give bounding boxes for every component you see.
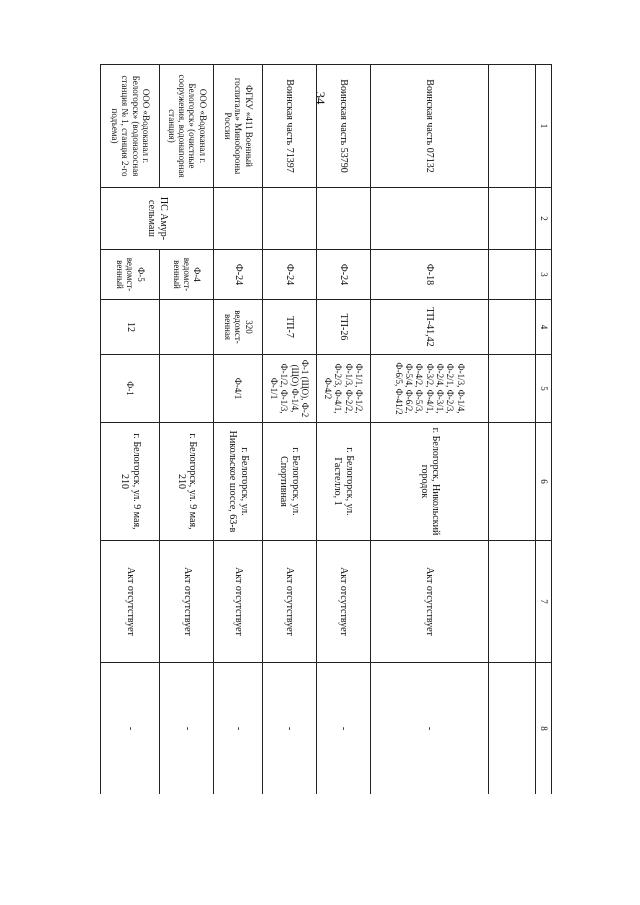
act-cell: Акт отсутствует: [101, 541, 160, 663]
feeders-04-cell: Ф-1/1, Ф-1/2, Ф-1/3, Ф-2/2, Ф-2/3, Ф-4/1, Ф-4/2: [316, 355, 370, 423]
substation-cell: [370, 188, 489, 250]
note-cell: -: [101, 663, 160, 795]
table-row: [214, 65, 263, 795]
address-cell: г. Белогорск, Никольский городок: [370, 423, 489, 541]
tp-cell: ТП-41,42: [370, 300, 489, 355]
consumer-cell: ООО «Водоканал г. Белогорск» (очистные сооружения, водонапорная станция): [160, 65, 214, 188]
note-cell: -: [316, 663, 370, 795]
substation-cell: [262, 188, 316, 250]
note-cell: -: [160, 663, 214, 795]
blank-cell: [489, 355, 535, 423]
blank-cell: [489, 300, 535, 355]
consumers-table: [100, 64, 552, 794]
feeder-cell: Ф-5 ведомст-венный: [101, 250, 160, 300]
note-cell: -: [262, 663, 316, 795]
tp-cell: 12: [101, 300, 160, 355]
address-cell: г. Белогорск, ул. Спортивная: [262, 423, 316, 541]
column-number: 6: [535, 423, 551, 541]
act-cell: Акт отсутствует: [214, 541, 263, 663]
consumer-cell: ФГКУ «411 Военный госпиталь» Минобороны России: [214, 65, 263, 188]
feeders-04-cell: Ф-1 (ЩО), Ф-2 (ЩО) Ф-1/4, Ф-1/2, Ф-1/3, Ф-1/1: [262, 355, 316, 423]
blank-cell: [489, 663, 535, 795]
blank-cell: [489, 541, 535, 663]
feeders-04-cell: [160, 355, 214, 423]
address-cell: г. Белогорск, ул. Никольское шоссе, 63-в: [214, 423, 263, 541]
feeders-04-cell: Ф-1: [101, 355, 160, 423]
substation-cell: ПС Амур-сельмаш: [101, 188, 214, 250]
table-row: [316, 65, 370, 795]
table-row: [370, 65, 489, 795]
feeders-04-cell: Ф-1/3, Ф-1/4, Ф-2/1, Ф-2/3, Ф-2/4, Ф-3/1, Ф-3/2, Ф-4/1, Ф-4/2, Ф-5/3, Ф-5/4, Ф-6/2, Ф-6/5, Ф-41/2: [370, 355, 489, 423]
address-cell: г. Белогорск, ул. Гастелло, 1: [316, 423, 370, 541]
substation-cell: [214, 188, 263, 250]
page-number: 34: [313, 91, 328, 105]
address-cell: г. Белогорск, ул. 9 мая, 210: [160, 423, 214, 541]
feeder-cell: Ф-4 ведомст-венный: [160, 250, 214, 300]
table-row: [101, 65, 160, 795]
blank-cell: [489, 250, 535, 300]
feeder-cell: Ф-18: [370, 250, 489, 300]
consumer-cell: ООО «Водоканал г. Белогорск» (водонасосная станция № 1, станция 2-го подъема): [101, 65, 160, 188]
act-cell: Акт отсутствует: [262, 541, 316, 663]
column-number: 1: [535, 65, 551, 188]
tp-cell: [160, 300, 214, 355]
column-number: 5: [535, 355, 551, 423]
act-cell: Акт отсутствует: [370, 541, 489, 663]
tp-cell: ТП-26: [316, 300, 370, 355]
address-cell: г. Белогорск, ул. 9 мая, 210: [101, 423, 160, 541]
table-row: [160, 65, 214, 795]
blank-cell: [489, 188, 535, 250]
consumer-cell: Воинская часть 07132: [370, 65, 489, 188]
rotated-table-frame: [100, 64, 552, 794]
feeders-04-cell: Ф-4/1: [214, 355, 263, 423]
note-cell: -: [370, 663, 489, 795]
act-cell: Акт отсутствует: [160, 541, 214, 663]
act-cell: Акт отсутствует: [316, 541, 370, 663]
column-number: 8: [535, 663, 551, 795]
tp-cell: ТП-7: [262, 300, 316, 355]
blank-cell: [489, 423, 535, 541]
substation-cell: [316, 188, 370, 250]
column-number: 7: [535, 541, 551, 663]
feeder-cell: Ф-24: [262, 250, 316, 300]
note-cell: -: [214, 663, 263, 795]
consumer-cell: Воинская часть 71397: [262, 65, 316, 188]
blank-cell: [489, 65, 535, 188]
blank-row: [489, 65, 535, 795]
tp-cell: 320 ведомст-венная: [214, 300, 263, 355]
feeder-cell: Ф-24: [214, 250, 263, 300]
table-row: [262, 65, 316, 795]
column-number: 2: [535, 188, 551, 250]
consumer-cell: Воинская часть 53790: [316, 65, 370, 188]
feeder-cell: Ф-24: [316, 250, 370, 300]
column-number: 3: [535, 250, 551, 300]
column-number: 4: [535, 300, 551, 355]
column-number-row: [535, 65, 551, 795]
